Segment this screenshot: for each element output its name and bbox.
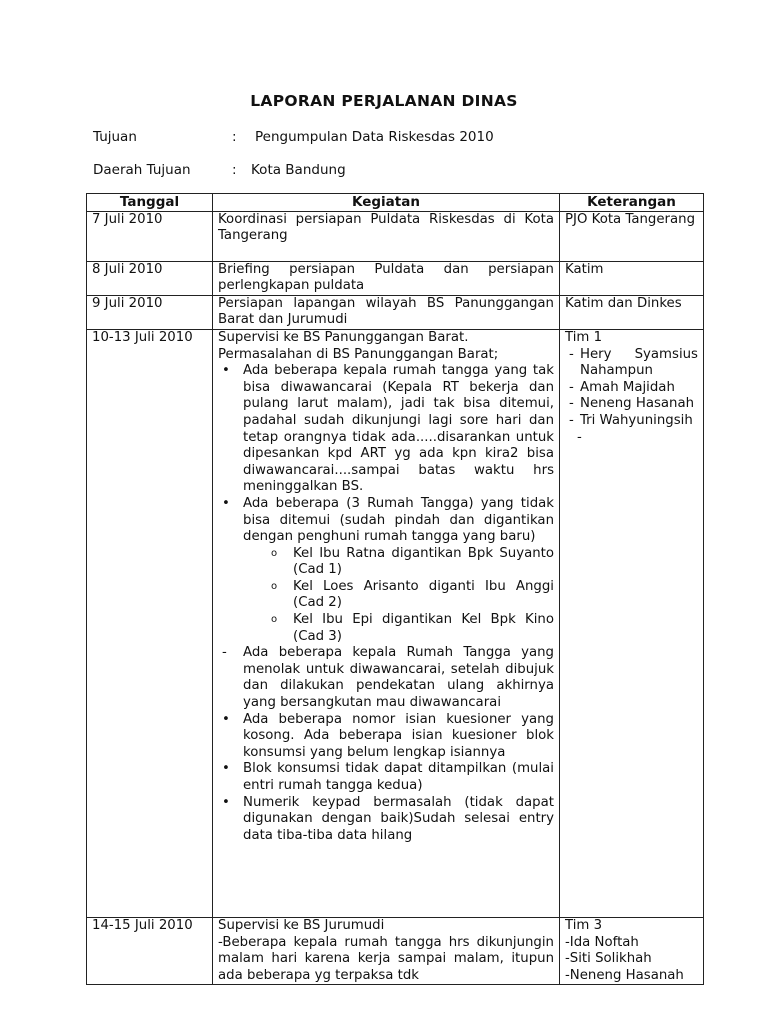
dash-icon: - [569, 396, 574, 412]
dash-icon: - [569, 346, 574, 362]
list-item: - Amah Majidah [569, 379, 675, 395]
list-item: o Kel Ibu Ratna digantikan Bpk Suyanto (Cad 1) [271, 545, 554, 578]
cell-date: 8 Juli 2010 [87, 261, 213, 295]
cell-note: PJO Kota Tangerang [560, 211, 704, 261]
table-row [87, 295, 704, 329]
activity-text: -Beberapa kepala rumah tangga hrs dikunjungin malam hari karena kerja sampai malam, itupun ada beberapa yg terpaksa tdk [218, 934, 554, 983]
team-member: -Neneng Hasanah [565, 967, 684, 983]
table-row [87, 211, 704, 261]
team-member: -Siti Solikhah [565, 951, 652, 967]
team-member: -Ida Noftah [565, 934, 639, 950]
header-keterangan: Keterangan [560, 194, 704, 212]
header-kegiatan: Kegiatan [213, 194, 560, 212]
cell-date: 7 Juli 2010 [87, 211, 213, 261]
meta-label: Tujuan [93, 129, 137, 145]
bullet-icon: • [222, 794, 230, 810]
cell-activity [213, 917, 560, 984]
meta-value: Kota Bandung [251, 162, 346, 178]
issue-list [218, 363, 554, 546]
team-title: Tim 1 [565, 329, 603, 345]
dash-icon: - [569, 412, 574, 428]
list-item: • Blok konsumsi tidak dapat ditampilkan (mulai entri rumah tangga kedua) [222, 761, 554, 793]
team-members [565, 346, 698, 445]
list-item: • Ada beberapa nomor isian kuesioner yang kosong. Ada beberapa isian kuesioner blok konsumsi yang belum lengkap isiannya [222, 711, 554, 760]
circle-bullet-icon: o [271, 547, 278, 559]
dash-icon: - [569, 379, 574, 395]
cell-note [560, 329, 704, 917]
table-row [87, 261, 704, 295]
list-item: - Neneng Hasanah [569, 396, 695, 412]
replacement-list [218, 546, 554, 646]
activity-intro: Supervisi ke BS Jurumudi [218, 917, 385, 933]
list-item: • Ada beberapa (3 Rumah Tangga) yang tidak bisa ditemui (sudah pindah dan digantikan dengan penghuni rumah tangga yang baru) [222, 495, 554, 545]
list-item: o Kel Ibu Epi digantikan Kel Bpk Kino (Cad 3) [271, 612, 554, 644]
cell-note: Katim [560, 261, 704, 295]
circle-bullet-icon: o [271, 614, 278, 626]
dash-icon: - [222, 645, 227, 661]
activity-table [86, 193, 704, 985]
table-row [87, 329, 704, 917]
cell-activity: Persiapan lapangan wilayah BS Panunggangan Barat dan Jurumudi [213, 295, 560, 329]
cell-note: Katim dan Dinkes [560, 295, 704, 329]
bullet-icon: • [222, 711, 230, 727]
list-item: • Ada beberapa kepala rumah tangga yang tak bisa diwawancarai (Kepala RT bekerja dan pulang larut malam), jadi tak bisa ditemui, padahal sudah dikunjungi lagi sore hari dan tetap orangnya tidak ada.....disarankan untuk dipesankan kpd ART yg ada kpn kira2 bisa diwawancarai....sampai batas waktu hrs meninggalkan BS. [222, 363, 554, 495]
cell-date: 10-13 Juli 2010 [87, 329, 213, 917]
header-tanggal: Tanggal [87, 194, 213, 212]
list-item: • Numerik keypad bermasalah (tidak dapat digunakan dengan baik)Sudah selesai entry data tiba-tiba data hilang [222, 794, 554, 843]
activity-intro: Supervisi ke BS Panunggangan Barat. [218, 329, 469, 345]
cell-note [560, 917, 704, 984]
meta-label: Daerah Tujuan [93, 162, 191, 178]
list-item: - Ada beberapa kepala Rumah Tangga yang menolak untuk diwawancarai, setelah dibujuk dan dilakukan pendekatan ulang akhirnya yang bersangkutan mau diwawancarai [222, 645, 554, 711]
cell-date: 14-15 Juli 2010 [87, 917, 213, 984]
meta-value: Pengumpulan Data Riskesdas 2010 [255, 129, 494, 145]
activity-intro: Permasalahan di BS Panunggangan Barat; [218, 346, 499, 362]
bullet-icon: • [222, 495, 230, 511]
list-item: o Kel Loes Arisanto diganti Ibu Anggi (Cad 2) [271, 578, 554, 611]
cell-activity: Briefing persiapan Puldata dan persiapan perlengkapan puldata [213, 261, 560, 295]
cell-date: 9 Juli 2010 [87, 295, 213, 329]
issue-list [218, 645, 554, 844]
cell-activity: Koordinasi persiapan Puldata Riskesdas di Kota Tangerang [213, 211, 560, 261]
list-item: - Hery Syamsius Nahampun [569, 346, 698, 379]
meta-colon: : [232, 129, 237, 145]
circle-bullet-icon: o [271, 580, 278, 592]
dash-icon: - [577, 429, 582, 445]
report-title: LAPORAN PERJALANAN DINAS [250, 92, 518, 110]
bullet-icon: • [222, 363, 230, 379]
table-row [87, 917, 704, 984]
list-item: - Tri Wahyuningsih [569, 412, 693, 428]
table-header-row [87, 194, 704, 212]
team-title: Tim 3 [565, 917, 603, 933]
bullet-icon: • [222, 761, 230, 777]
cell-activity [213, 329, 560, 917]
meta-colon: : [232, 162, 237, 178]
